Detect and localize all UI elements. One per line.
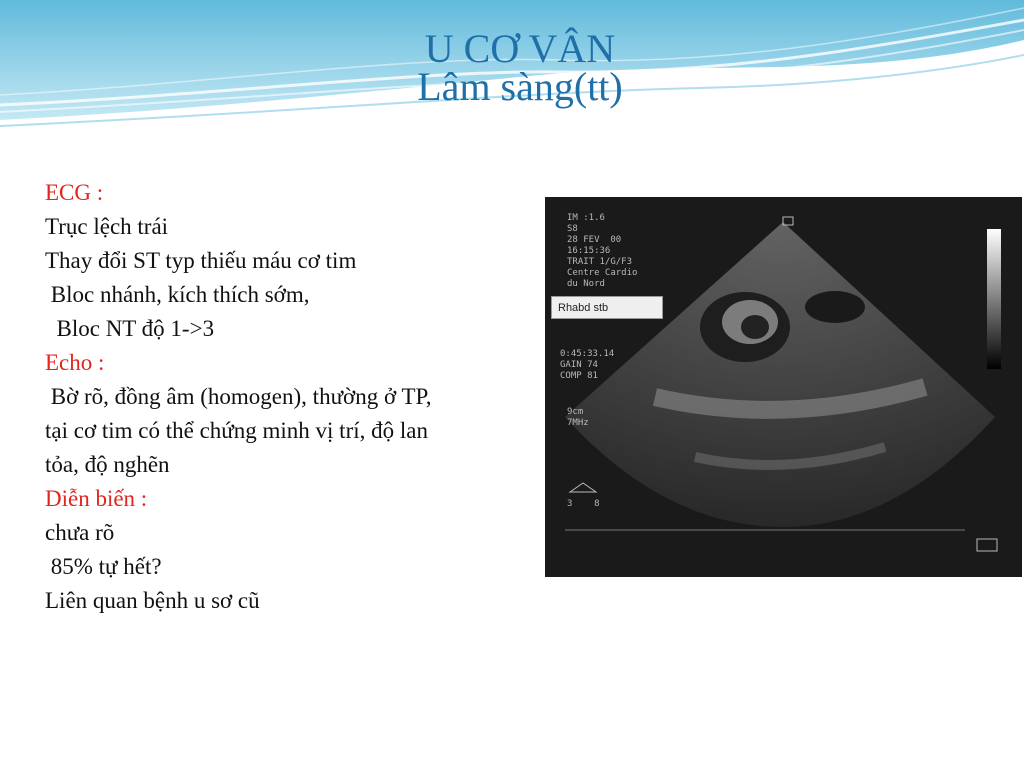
rhabd-annotation-label: Rhabd stb bbox=[551, 296, 663, 319]
body-line: Thay đổi ST typ thiếu máu cơ tim bbox=[45, 248, 357, 273]
echo-overlay-header: IM :1.6 S8 28 FEV 00 16:15:36 TRAIT 1/G/F3 Centre Cardio du Nord bbox=[567, 213, 638, 289]
section-heading: Diễn biến : bbox=[45, 486, 148, 511]
body-line: Liên quan bệnh u sơ cũ bbox=[45, 588, 260, 613]
echo-overlay-scale: 3 8 bbox=[567, 499, 600, 509]
body-line: Bloc nhánh, kích thích sớm, bbox=[45, 282, 310, 307]
body-line: chưa rõ bbox=[45, 520, 115, 545]
echocardiogram-image bbox=[545, 197, 1022, 577]
title-line-1: U CƠ VÂN bbox=[424, 26, 616, 71]
body-line: Trục lệch trái bbox=[45, 214, 169, 239]
body-line: 85% tự hết? bbox=[45, 554, 162, 579]
echo-overlay-depth: 9cm 7MHz bbox=[567, 407, 589, 428]
body-line: Bloc NT độ 1->3 bbox=[45, 316, 215, 341]
body-line: tỏa, độ nghẽn bbox=[45, 452, 170, 477]
slide-title bbox=[0, 26, 1024, 109]
body-line: Bờ rõ, đồng âm (homogen), thường ở TP, bbox=[45, 384, 432, 409]
echo-overlay-timing: 0:45:33.14 GAIN 74 COMP 81 bbox=[560, 349, 615, 381]
title-line-2: Lâm sàng(tt) bbox=[417, 64, 623, 109]
section-heading: Echo : bbox=[45, 350, 105, 375]
section-heading: ECG : bbox=[45, 180, 104, 205]
body-line: tại cơ tim có thể chứng minh vị trí, độ lan bbox=[45, 418, 428, 443]
slide-body bbox=[45, 176, 535, 618]
